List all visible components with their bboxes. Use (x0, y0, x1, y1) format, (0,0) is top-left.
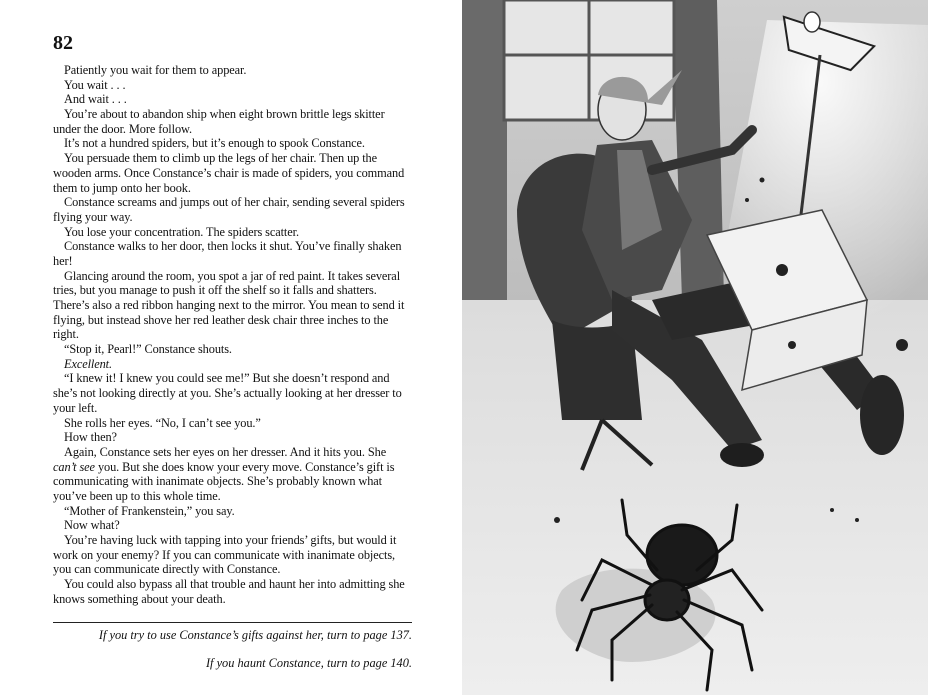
illustration (462, 0, 928, 695)
paragraph: You persuade them to climb up the legs of her chair. Then up the wooden arms. Once Constance’s chair is made of spiders, you command them to jump onto her book. (53, 151, 405, 195)
paragraph: “Stop it, Pearl!” Constance shouts. (64, 342, 232, 357)
paragraph: Constance screams and jumps out of her chair, sending several spiders flying your way. (53, 195, 405, 224)
emphasis: can’t see (53, 459, 95, 474)
paragraph: You lose your concentration. The spiders scatter. (64, 224, 299, 239)
paragraph: You could also bypass all that trouble and haunt her into admitting she knows something about your death. (53, 577, 405, 606)
paragraph: Constance walks to her door, then locks it shut. You’ve finally shaken her! (53, 239, 402, 268)
text-page (0, 0, 462, 695)
paragraph: And wait . . . (64, 92, 127, 107)
paragraph: How then? (64, 430, 117, 445)
text-run: you. But she does know your every move. Constance’s gift is communicating with inanimate objects. She’s probably known what you’ve been up to this whole time. (53, 459, 395, 503)
paragraph: Glancing around the room, you spot a jar of red paint. It takes several tries, but you manage to push it off the shelf so it falls and shatters. There’s also a red ribbon hanging next to the mirror. You mean to send it flying, but instead shove her red leather desk chair three inches to the right. (53, 268, 405, 342)
curtain-left (462, 0, 507, 300)
paragraph: “I knew it! I knew you could see me!” But she doesn’t respond and she’s not looking directly at you. She’s actually looking at her dresser to your left. (53, 371, 402, 415)
paragraph: Patiently you wait for them to appear. (64, 63, 247, 77)
paragraph: “Mother of Frankenstein,” you say. (64, 503, 235, 518)
divider (53, 622, 412, 623)
paragraph (53, 445, 412, 504)
paragraph: Now what? (64, 518, 120, 533)
choice-page-140[interactable]: If you haunt Constance, turn to page 140. (205, 656, 412, 670)
paragraph: It’s not a hundred spiders, but it’s enough to spook Constance. (64, 136, 365, 151)
paragraph: You’re about to abandon ship when eight brown brittle legs skitter under the door. More follow. (53, 107, 385, 136)
text-run: Again, Constance sets her eyes on her dresser. And it hits you. She (64, 444, 387, 459)
story-text (53, 63, 412, 606)
paragraph: You’re having luck with tapping into your friends’ gifts, but would it work on your enemy? If you can communicate with inanimate objects, you can communicate directly with Constance. (53, 533, 397, 577)
paragraph: She rolls her eyes. “No, I can’t see you.” (64, 415, 261, 430)
choice-page-137[interactable]: If you try to use Constance’s gifts against her, turn to page 137. (98, 628, 412, 642)
paragraph: You wait . . . (64, 77, 126, 92)
illustration-drawing (462, 0, 928, 695)
paragraph: Excellent. (64, 356, 113, 371)
page-number: 82 (53, 32, 73, 54)
